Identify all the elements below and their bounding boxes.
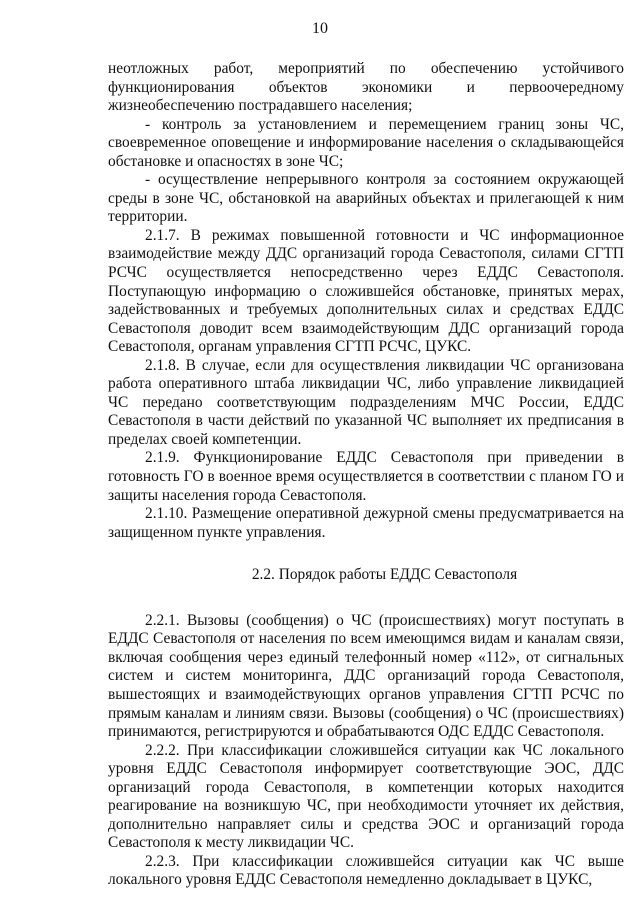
paragraph: 2.2.1. Вызовы (сообщения) о ЧС (происшествиях) могут поступать в ЕДДС Севастополя от населения по всем имеющимся видам и каналам связи, включая сообщения через единый телефонный номер «112», от сигнальных систем и систем мониторинга, ДДС организаций города Севастополя, вышестоящих и взаимодействующих органов управления СГТП РСЧС по прямым каналам и линиям связи. Вызовы (сообщения) о ЧС (происшествиях) принимаются, регистрируются и обрабатываются ОДС ЕДДС Севастополя. [108,611,624,741]
paragraphs-before-heading [108,60,624,542]
page-number: 10 [312,20,328,37]
paragraph: неотложных работ, мероприятий по обеспечению устойчивого функционирования объектов экономики и первоочередному жизнеобеспечению пострадавшего населения; [108,60,624,115]
section-heading: 2.2. Порядок работы ЕДДС Севастополя [251,566,518,584]
paragraph: 2.1.7. В режимах повышенной готовности и ЧС информационное взаимодействие между ДДС организаций города Севастополя, силами СГТП РСЧС осуществляется непосредственно через ЕДДС Севастополя. Поступающую информацию о сложившейся обстановке, принятых мерах, задействованных и требуемых дополнительных силах и средствах ЕДДС Севастополя доводит всем взаимодействующим ДДС организаций города Севастополя, органам управления СГТП РСЧС, ЦУКС. [108,226,624,356]
paragraphs-after-heading [108,612,624,890]
paragraph: 2.1.8. В случае, если для осуществления ликвидации ЧС организована работа оперативного штаба ликвидации ЧС, либо управление ликвидацией ЧС передано соответствующим подразделениям МЧС России, ЕДДС Севастополя в части действий по указанной ЧС выполняет их предписания в пределах своей компетенции. [108,356,624,448]
paragraph: - контроль за установлением и перемещением границ зоны ЧС, своевременное оповещение и информирование населения о складывающейся обстановке и опасностях в зоне ЧС; [108,115,624,170]
paragraph: 2.2.2. При классификации сложившейся ситуации как ЧС локального уровня ЕДДС Севастополя информирует соответствующие ЭОС, ДДС организаций города Севастополя, в компетенции которых находится реагирование на возникшую ЧС, при необходимости уточняет их действия, дополнительно направляет силы и средства ЭОС и организаций города Севастополя к месту ликвидации ЧС. [108,741,624,852]
paragraph: - осуществление непрерывного контроля за состоянием окружающей среды в зоне ЧС, обстановкой на аварийных объектах и прилегающей к ним территории. [108,171,624,226]
paragraph: 2.1.10. Размещение оперативной дежурной смены предусматривается на защищенном пункте управления. [108,505,624,541]
document-body [108,60,624,890]
paragraph: 2.1.9. Функционирование ЕДДС Севастополя при приведении в готовность ГО в военное время осуществляется в соответствии с планом ГО и защиты населения города Севастополя. [108,449,624,504]
paragraph: 2.2.3. При классификации сложившейся ситуации как ЧС выше локального уровня ЕДДС Севастополя немедленно докладывает в ЦУКС, [108,852,624,889]
